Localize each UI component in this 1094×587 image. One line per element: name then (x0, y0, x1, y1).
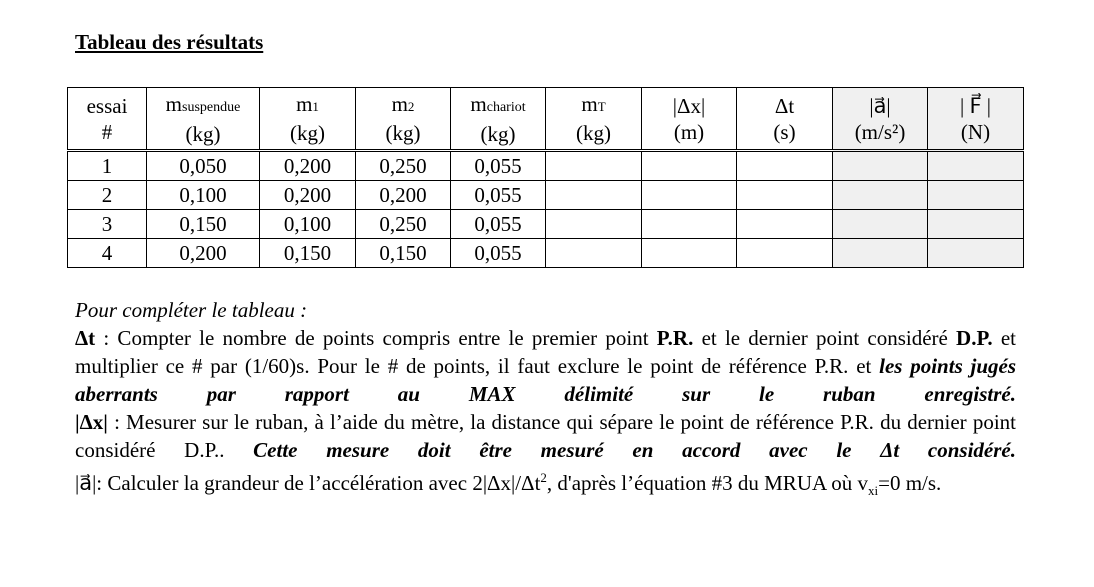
instructions (75, 296, 1016, 505)
dt-emphasis: les points jugés aberrants par rapport au MAX délimité sur le ruban enregistré. (75, 354, 1017, 406)
cell-mT[interactable] (546, 239, 642, 268)
cell-a[interactable] (833, 181, 928, 210)
cell-m1: 0,100 (260, 210, 356, 239)
header-a: |a⃗| (m/s²) (833, 88, 928, 151)
cell-m-chariot: 0,055 (451, 181, 546, 210)
header-m1: m1 (kg) (260, 88, 356, 151)
pr-term: P.R. (656, 326, 694, 350)
cell-mT[interactable] (546, 151, 642, 181)
cell-m-suspendue: 0,100 (147, 181, 260, 210)
cell-m1: 0,200 (260, 181, 356, 210)
cell-mT[interactable] (546, 181, 642, 210)
cell-dt[interactable] (737, 181, 833, 210)
instructions-intro: Pour compléter le tableau : (75, 298, 308, 322)
dx-label: |Δx| (75, 410, 108, 434)
cell-m1: 0,200 (260, 151, 356, 181)
dp-term: D.P. (956, 326, 993, 350)
cell-F[interactable] (928, 181, 1024, 210)
instruction-a: |a⃗|: Calculer la grandeur de l’accélération avec $2|\Delta x|/\Delta t^2$, d'après l’équation #3 du MRUA où $v_{xi}=0$ m/s. (75, 470, 942, 499)
cell-m-suspendue: 0,200 (147, 239, 260, 268)
header-dx: |Δx| (m) (642, 88, 737, 151)
cell-m1: 0,150 (260, 239, 356, 268)
cell-m2: 0,200 (356, 181, 451, 210)
cell-essai: 4 (68, 239, 147, 268)
table-header-row (68, 88, 1024, 151)
header-m-chariot: mchariot (kg) (451, 88, 546, 151)
cell-m2: 0,150 (356, 239, 451, 268)
cell-essai: 3 (68, 210, 147, 239)
cell-dt[interactable] (737, 210, 833, 239)
table-row (68, 151, 1024, 181)
cell-m-suspendue: 0,150 (147, 210, 260, 239)
header-mT: mT (kg) (546, 88, 642, 151)
cell-m-chariot: 0,055 (451, 239, 546, 268)
cell-a[interactable] (833, 210, 928, 239)
cell-mT[interactable] (546, 210, 642, 239)
cell-dx[interactable] (642, 181, 737, 210)
dx-emphasis: Cette mesure doit être mesuré en accord avec le Δt considéré. (253, 438, 1016, 462)
cell-essai: 1 (68, 151, 147, 181)
results-table (67, 87, 1024, 268)
header-essai: essai # (68, 88, 147, 151)
cell-m-suspendue: 0,050 (147, 151, 260, 181)
cell-dx[interactable] (642, 210, 737, 239)
instruction-dt: Δt : Compter le nombre de points compris entre le premier point P.R. et le dernier point considéré D.P. et multiplier ce # par (1/60)s. Pour le # de points, il faut exclure le point de référence P.R. et les points jugés aberrants par rapport au MAX délimité sur le ruban enregistré. (75, 326, 1017, 406)
instruction-dx: |Δx| : Mesurer sur le ruban, à l’aide du mètre, la distance qui sépare le point de référence P.R. du dernier point considéré D.P.. Cette mesure doit être mesuré en accord avec le Δt considéré. (75, 410, 1016, 462)
cell-m2: 0,250 (356, 151, 451, 181)
a-label: |a⃗| (75, 471, 97, 495)
cell-m-chariot: 0,055 (451, 210, 546, 239)
cell-m2: 0,250 (356, 210, 451, 239)
header-dt: Δt (s) (737, 88, 833, 151)
cell-dx[interactable] (642, 239, 737, 268)
table-row (68, 239, 1024, 268)
cell-essai: 2 (68, 181, 147, 210)
header-m-suspendue: msuspendue (kg) (147, 88, 260, 151)
cell-m-chariot: 0,055 (451, 151, 546, 181)
cell-F[interactable] (928, 239, 1024, 268)
table-row (68, 210, 1024, 239)
cell-dt[interactable] (737, 239, 833, 268)
table-row (68, 181, 1024, 210)
cell-F[interactable] (928, 210, 1024, 239)
cell-F[interactable] (928, 151, 1024, 181)
cell-a[interactable] (833, 151, 928, 181)
dt-label: Δt (75, 326, 96, 350)
page-title: Tableau des résultats (75, 30, 264, 54)
cell-dt[interactable] (737, 151, 833, 181)
header-F: | F⃗ | (N) (928, 88, 1024, 151)
header-m2: m2 (kg) (356, 88, 451, 151)
cell-dx[interactable] (642, 151, 737, 181)
cell-a[interactable] (833, 239, 928, 268)
